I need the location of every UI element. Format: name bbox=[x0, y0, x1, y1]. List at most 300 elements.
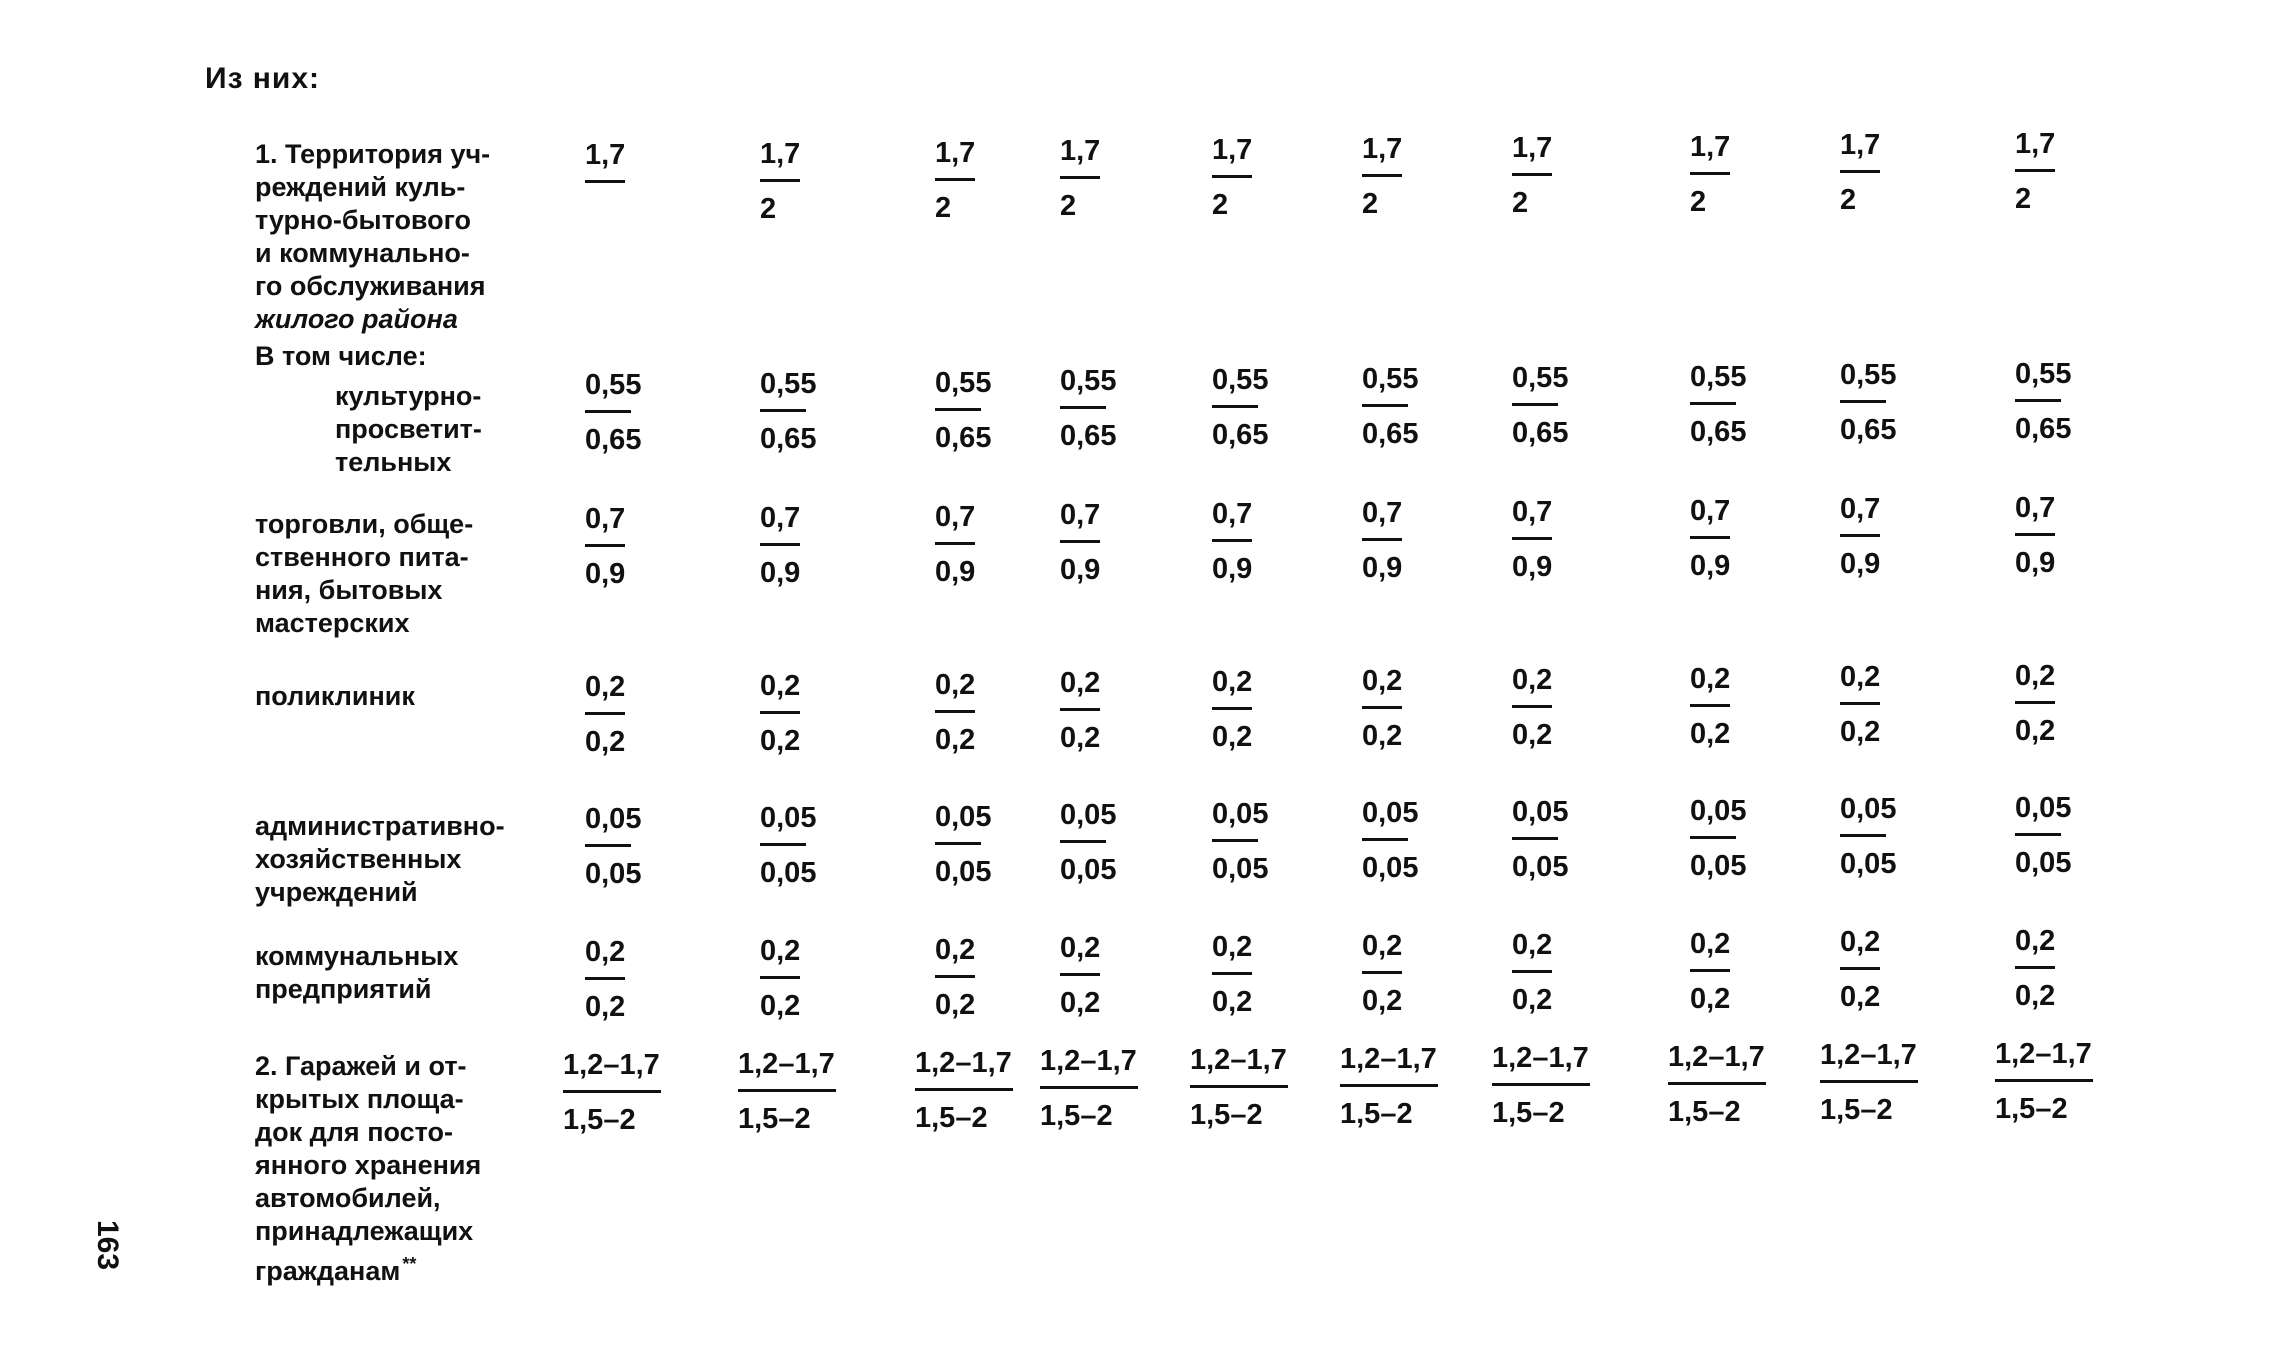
fraction-numerator: 1,2–1,7 bbox=[1040, 1045, 1137, 1077]
fraction-denominator: 0,65 bbox=[1690, 416, 1747, 448]
fraction-bar bbox=[1820, 1080, 1918, 1083]
fraction-bar bbox=[935, 710, 975, 713]
row-label-line: просветит- bbox=[335, 414, 482, 444]
value-fraction bbox=[760, 669, 890, 758]
fraction-numerator: 1,7 bbox=[2015, 128, 2056, 160]
fraction-bar bbox=[1690, 402, 1736, 405]
fraction-bar bbox=[1512, 970, 1552, 973]
fraction-bar bbox=[585, 977, 625, 980]
fraction-bar bbox=[1840, 702, 1880, 705]
value-fraction bbox=[1212, 665, 1342, 754]
row-label-line: янного хранения bbox=[255, 1150, 482, 1180]
fraction-numerator: 1,7 bbox=[1212, 134, 1253, 166]
value-fraction bbox=[1362, 929, 1492, 1018]
value-fraction bbox=[915, 1046, 1045, 1135]
row-label-line: учреждений bbox=[255, 877, 418, 907]
value-fraction bbox=[935, 800, 1065, 889]
fraction-bar bbox=[1995, 1079, 2093, 1082]
fraction-denominator bbox=[585, 193, 715, 227]
value-fraction bbox=[1060, 931, 1190, 1020]
fraction-numerator: 1,2–1,7 bbox=[1668, 1041, 1765, 1073]
fraction-bar bbox=[935, 842, 981, 845]
value-fraction bbox=[2015, 491, 2145, 580]
value-fraction bbox=[2015, 924, 2145, 1013]
fraction-numerator: 0,2 bbox=[760, 670, 801, 702]
value-fraction bbox=[1840, 925, 1970, 1014]
fraction-numerator: 1,7 bbox=[585, 139, 626, 171]
fraction-denominator: 0,9 bbox=[585, 558, 626, 590]
fraction-numerator: 0,05 bbox=[1362, 797, 1419, 829]
fraction-numerator: 0,55 bbox=[1840, 359, 1897, 391]
fraction-denominator: 0,2 bbox=[1060, 987, 1101, 1019]
fraction-bar bbox=[1512, 537, 1552, 540]
value-fraction bbox=[738, 1047, 868, 1136]
fraction-numerator: 0,2 bbox=[1362, 930, 1403, 962]
fraction-bar bbox=[585, 180, 625, 183]
fraction-denominator: 0,65 bbox=[935, 422, 992, 454]
fraction-numerator: 0,2 bbox=[1840, 661, 1881, 693]
fraction-numerator: 1,7 bbox=[1840, 129, 1881, 161]
fraction-denominator: 0,05 bbox=[2015, 847, 2072, 879]
fraction-denominator: 2 bbox=[760, 193, 777, 225]
fraction-bar bbox=[1690, 172, 1730, 175]
fraction-numerator: 1,2–1,7 bbox=[915, 1047, 1012, 1079]
row-label-line: ственного пита- bbox=[255, 542, 469, 572]
row-label-line: культурно- bbox=[335, 381, 482, 411]
fraction-numerator: 1,2–1,7 bbox=[738, 1048, 835, 1080]
fraction-bar bbox=[1840, 400, 1886, 403]
value-fraction bbox=[1512, 131, 1642, 220]
row-label bbox=[335, 380, 535, 479]
fraction-bar bbox=[585, 544, 625, 547]
row-label-line: принадлежащих bbox=[255, 1216, 474, 1246]
row-label bbox=[255, 1050, 540, 1288]
value-fraction bbox=[1190, 1043, 1320, 1132]
value-fraction bbox=[1820, 1038, 1950, 1127]
row-label-line: В том числе: bbox=[255, 341, 427, 371]
fraction-denominator: 0,9 bbox=[1362, 552, 1403, 584]
fraction-bar bbox=[1690, 536, 1730, 539]
value-fraction bbox=[1362, 132, 1492, 221]
fraction-bar bbox=[2015, 533, 2055, 536]
fraction-denominator: 1,5–2 bbox=[563, 1104, 636, 1136]
value-fraction bbox=[1690, 360, 1820, 449]
row-label bbox=[255, 940, 540, 1006]
fraction-numerator: 0,2 bbox=[935, 934, 976, 966]
fraction-numerator: 0,05 bbox=[585, 803, 642, 835]
row-label-line: док для посто- bbox=[255, 1117, 454, 1147]
fraction-bar bbox=[585, 712, 625, 715]
value-fraction bbox=[2015, 791, 2145, 880]
fraction-denominator: 0,65 bbox=[1060, 420, 1117, 452]
fraction-denominator: 0,9 bbox=[1512, 551, 1553, 583]
value-fraction bbox=[1690, 662, 1820, 751]
fraction-denominator: 2 bbox=[1840, 184, 1857, 216]
fraction-denominator: 0,9 bbox=[1212, 553, 1253, 585]
fraction-bar bbox=[2015, 701, 2055, 704]
fraction-bar bbox=[1060, 540, 1100, 543]
value-fraction bbox=[1512, 928, 1642, 1017]
fraction-bar bbox=[1060, 840, 1106, 843]
fraction-denominator: 0,2 bbox=[2015, 980, 2056, 1012]
fraction-denominator: 0,05 bbox=[760, 857, 817, 889]
fraction-bar bbox=[1690, 969, 1730, 972]
fraction-denominator: 0,2 bbox=[935, 989, 976, 1021]
fraction-numerator: 0,55 bbox=[1690, 361, 1747, 393]
row-label-line: поликлиник bbox=[255, 681, 415, 711]
fraction-denominator: 1,5–2 bbox=[915, 1102, 988, 1134]
value-fraction bbox=[585, 935, 715, 1024]
value-fraction bbox=[2015, 357, 2145, 446]
fraction-bar bbox=[1212, 839, 1258, 842]
fraction-denominator: 0,9 bbox=[2015, 547, 2056, 579]
fraction-denominator: 1,5–2 bbox=[1820, 1094, 1893, 1126]
fraction-numerator: 0,55 bbox=[1362, 363, 1419, 395]
fraction-numerator: 0,2 bbox=[1362, 665, 1403, 697]
fraction-denominator: 0,2 bbox=[1212, 721, 1253, 753]
fraction-bar bbox=[738, 1089, 836, 1092]
value-fraction bbox=[1840, 128, 1970, 217]
fraction-denominator: 0,05 bbox=[585, 858, 642, 890]
fraction-bar bbox=[585, 410, 631, 413]
row-label-line: го обслуживания bbox=[255, 271, 486, 301]
value-fraction bbox=[1668, 1040, 1798, 1129]
value-fraction bbox=[1995, 1037, 2125, 1126]
value-fraction bbox=[1840, 358, 1970, 447]
fraction-denominator: 1,5–2 bbox=[1040, 1100, 1113, 1132]
value-fraction bbox=[1212, 133, 1342, 222]
fraction-numerator: 0,2 bbox=[1690, 663, 1731, 695]
fraction-denominator: 1,5–2 bbox=[1340, 1098, 1413, 1130]
value-fraction bbox=[1212, 363, 1342, 452]
fraction-denominator: 0,2 bbox=[1840, 981, 1881, 1013]
fraction-denominator: 0,2 bbox=[1840, 716, 1881, 748]
fraction-bar bbox=[1212, 972, 1252, 975]
row-label-line: хозяйственных bbox=[255, 844, 462, 874]
value-fraction bbox=[760, 137, 890, 226]
fraction-numerator: 0,2 bbox=[585, 936, 626, 968]
fraction-numerator: 1,7 bbox=[1690, 131, 1731, 163]
fraction-bar bbox=[1060, 973, 1100, 976]
fraction-denominator: 0,05 bbox=[1840, 848, 1897, 880]
fraction-denominator: 0,2 bbox=[1512, 984, 1553, 1016]
value-fraction bbox=[760, 501, 890, 590]
fraction-denominator: 0,65 bbox=[1362, 418, 1419, 450]
fraction-denominator: 0,05 bbox=[1362, 852, 1419, 884]
fraction-bar bbox=[1190, 1085, 1288, 1088]
value-fraction bbox=[1690, 130, 1820, 219]
row-label-line: 1. Территория уч- bbox=[255, 139, 491, 169]
fraction-numerator: 1,2–1,7 bbox=[1190, 1044, 1287, 1076]
value-fraction bbox=[1512, 795, 1642, 884]
fraction-numerator: 0,7 bbox=[1060, 499, 1101, 531]
heading: Из них: bbox=[205, 62, 321, 95]
fraction-bar bbox=[2015, 399, 2061, 402]
value-fraction bbox=[760, 801, 890, 890]
fraction-numerator: 0,55 bbox=[1512, 362, 1569, 394]
row-label-line: крытых площа- bbox=[255, 1084, 464, 1114]
value-fraction bbox=[585, 138, 715, 227]
fraction-numerator: 0,7 bbox=[1512, 496, 1553, 528]
fraction-denominator: 0,65 bbox=[1840, 414, 1897, 446]
fraction-denominator: 0,2 bbox=[585, 991, 626, 1023]
value-fraction bbox=[585, 670, 715, 759]
fraction-numerator: 0,05 bbox=[1690, 795, 1747, 827]
value-fraction bbox=[1340, 1042, 1470, 1131]
fraction-bar bbox=[1512, 173, 1552, 176]
fraction-bar bbox=[1060, 176, 1100, 179]
fraction-denominator: 0,65 bbox=[585, 424, 642, 456]
fraction-bar bbox=[760, 409, 806, 412]
fraction-bar bbox=[915, 1088, 1013, 1091]
fraction-numerator: 0,05 bbox=[1212, 798, 1269, 830]
row-label-line: 2. Гаражей и от- bbox=[255, 1051, 467, 1081]
fraction-denominator: 0,65 bbox=[1512, 417, 1569, 449]
fraction-denominator: 0,2 bbox=[1060, 722, 1101, 754]
fraction-bar bbox=[1840, 170, 1880, 173]
fraction-bar bbox=[2015, 169, 2055, 172]
fraction-bar bbox=[1512, 705, 1552, 708]
fraction-bar bbox=[1212, 539, 1252, 542]
fraction-denominator: 0,2 bbox=[1212, 986, 1253, 1018]
row-label-line: жилого района bbox=[255, 304, 458, 334]
fraction-numerator: 1,2–1,7 bbox=[1492, 1042, 1589, 1074]
fraction-numerator: 1,2–1,7 bbox=[1340, 1043, 1437, 1075]
fraction-numerator: 0,55 bbox=[1060, 365, 1117, 397]
fraction-numerator: 0,2 bbox=[1060, 932, 1101, 964]
fraction-bar bbox=[935, 408, 981, 411]
fraction-bar bbox=[1840, 834, 1886, 837]
fraction-numerator: 0,7 bbox=[935, 501, 976, 533]
fraction-denominator: 0,05 bbox=[1060, 854, 1117, 886]
row-label bbox=[255, 508, 540, 640]
row-label bbox=[255, 340, 540, 373]
fraction-numerator: 1,2–1,7 bbox=[1820, 1039, 1917, 1071]
fraction-numerator: 0,2 bbox=[1212, 666, 1253, 698]
fraction-numerator: 0,55 bbox=[760, 368, 817, 400]
fraction-numerator: 1,2–1,7 bbox=[1995, 1038, 2092, 1070]
fraction-numerator: 1,7 bbox=[1512, 132, 1553, 164]
row-label-line: предприятий bbox=[255, 974, 432, 1004]
fraction-numerator: 0,55 bbox=[935, 367, 992, 399]
fraction-denominator: 0,2 bbox=[1362, 985, 1403, 1017]
fraction-bar bbox=[1340, 1084, 1438, 1087]
fraction-bar bbox=[935, 542, 975, 545]
row-label-line: коммунальных bbox=[255, 941, 459, 971]
fraction-denominator: 2 bbox=[935, 192, 952, 224]
fraction-denominator: 0,9 bbox=[935, 556, 976, 588]
fraction-bar bbox=[760, 711, 800, 714]
value-fraction bbox=[2015, 127, 2145, 216]
fraction-denominator: 0,05 bbox=[935, 856, 992, 888]
value-fraction bbox=[1060, 666, 1190, 755]
fraction-bar bbox=[1362, 174, 1402, 177]
fraction-numerator: 0,05 bbox=[1840, 793, 1897, 825]
fraction-denominator: 2 bbox=[2015, 183, 2032, 215]
value-fraction bbox=[1362, 496, 1492, 585]
fraction-denominator: 0,05 bbox=[1212, 853, 1269, 885]
row-label-line: гражданам ** bbox=[255, 1254, 417, 1286]
fraction-denominator: 0,2 bbox=[1690, 983, 1731, 1015]
fraction-numerator: 0,55 bbox=[2015, 358, 2072, 390]
value-fraction bbox=[585, 502, 715, 591]
fraction-bar bbox=[1362, 838, 1408, 841]
fraction-denominator: 2 bbox=[1060, 190, 1077, 222]
value-fraction bbox=[585, 802, 715, 891]
value-fraction bbox=[1690, 794, 1820, 883]
fraction-bar bbox=[760, 179, 800, 182]
value-fraction bbox=[935, 668, 1065, 757]
row-label bbox=[255, 810, 540, 909]
value-fraction bbox=[1060, 498, 1190, 587]
value-fraction bbox=[1060, 798, 1190, 887]
row-label-line: торговли, обще- bbox=[255, 509, 474, 539]
value-fraction bbox=[1840, 492, 1970, 581]
fraction-bar bbox=[585, 844, 631, 847]
fraction-numerator: 0,7 bbox=[1690, 495, 1731, 527]
page-number: 163 bbox=[91, 1219, 125, 1271]
value-fraction bbox=[1690, 927, 1820, 1016]
fraction-bar bbox=[760, 976, 800, 979]
fraction-bar bbox=[1492, 1083, 1590, 1086]
fraction-bar bbox=[1212, 175, 1252, 178]
fraction-denominator: 2 bbox=[1212, 189, 1229, 221]
fraction-numerator: 0,2 bbox=[1512, 929, 1553, 961]
fraction-denominator: 1,5–2 bbox=[1190, 1099, 1263, 1131]
fraction-numerator: 0,2 bbox=[1840, 926, 1881, 958]
fraction-numerator: 0,05 bbox=[2015, 792, 2072, 824]
fraction-denominator: 0,65 bbox=[1212, 419, 1269, 451]
fraction-numerator: 0,2 bbox=[1212, 931, 1253, 963]
fraction-numerator: 0,7 bbox=[760, 502, 801, 534]
fraction-bar bbox=[1840, 967, 1880, 970]
fraction-denominator: 0,2 bbox=[2015, 715, 2056, 747]
fraction-numerator: 0,2 bbox=[1512, 664, 1553, 696]
row-label bbox=[255, 680, 540, 713]
fraction-numerator: 0,05 bbox=[1512, 796, 1569, 828]
fraction-bar bbox=[1840, 534, 1880, 537]
fraction-denominator: 1,5–2 bbox=[1995, 1093, 2068, 1125]
fraction-numerator: 1,7 bbox=[1060, 135, 1101, 167]
fraction-denominator: 0,9 bbox=[1690, 550, 1731, 582]
fraction-bar bbox=[1362, 404, 1408, 407]
fraction-bar bbox=[1690, 704, 1730, 707]
value-fraction bbox=[585, 368, 715, 457]
fraction-numerator: 0,05 bbox=[935, 801, 992, 833]
fraction-numerator: 0,7 bbox=[1840, 493, 1881, 525]
row-label bbox=[255, 138, 540, 336]
fraction-numerator: 0,7 bbox=[585, 503, 626, 535]
fraction-denominator: 0,65 bbox=[760, 423, 817, 455]
fraction-bar bbox=[1040, 1086, 1138, 1089]
value-fraction bbox=[1060, 364, 1190, 453]
fraction-denominator: 2 bbox=[1362, 188, 1379, 220]
row-label-line: реждений куль- bbox=[255, 172, 466, 202]
fraction-bar bbox=[760, 843, 806, 846]
fraction-denominator: 0,2 bbox=[1690, 718, 1731, 750]
row-label-line: ния, бытовых bbox=[255, 575, 443, 605]
fraction-bar bbox=[1668, 1082, 1766, 1085]
footnote-mark: ** bbox=[402, 1254, 417, 1274]
fraction-bar bbox=[1212, 707, 1252, 710]
fraction-denominator: 2 bbox=[1512, 187, 1529, 219]
fraction-denominator: 0,2 bbox=[585, 726, 626, 758]
fraction-bar bbox=[1060, 708, 1100, 711]
fraction-bar bbox=[1512, 403, 1558, 406]
fraction-bar bbox=[2015, 966, 2055, 969]
fraction-numerator: 0,05 bbox=[760, 802, 817, 834]
value-fraction bbox=[935, 136, 1065, 225]
fraction-bar bbox=[1212, 405, 1258, 408]
fraction-denominator: 0,9 bbox=[1840, 548, 1881, 580]
fraction-denominator: 0,05 bbox=[1512, 851, 1569, 883]
fraction-numerator: 0,7 bbox=[2015, 492, 2056, 524]
row-label-line: автомобилей, bbox=[255, 1183, 441, 1213]
fraction-numerator: 0,05 bbox=[1060, 799, 1117, 831]
fraction-denominator: 1,5–2 bbox=[738, 1103, 811, 1135]
fraction-denominator: 0,2 bbox=[1512, 719, 1553, 751]
fraction-numerator: 0,2 bbox=[1690, 928, 1731, 960]
value-fraction bbox=[1512, 663, 1642, 752]
fraction-numerator: 0,55 bbox=[1212, 364, 1269, 396]
fraction-bar bbox=[1512, 837, 1558, 840]
value-fraction bbox=[2015, 659, 2145, 748]
fraction-denominator: 0,9 bbox=[760, 557, 801, 589]
value-fraction bbox=[760, 934, 890, 1023]
value-fraction bbox=[1492, 1041, 1622, 1130]
value-fraction bbox=[1512, 495, 1642, 584]
row-label-line: административно- bbox=[255, 811, 505, 841]
fraction-bar bbox=[935, 975, 975, 978]
fraction-numerator: 0,55 bbox=[585, 369, 642, 401]
fraction-numerator: 1,7 bbox=[760, 138, 801, 170]
fraction-bar bbox=[1362, 971, 1402, 974]
fraction-denominator: 2 bbox=[1690, 186, 1707, 218]
fraction-bar bbox=[1690, 836, 1736, 839]
fraction-bar bbox=[1362, 538, 1402, 541]
fraction-numerator: 0,7 bbox=[1212, 498, 1253, 530]
value-fraction bbox=[1212, 497, 1342, 586]
row-label-line: мастерских bbox=[255, 608, 410, 638]
value-fraction bbox=[760, 367, 890, 456]
fraction-numerator: 0,2 bbox=[2015, 660, 2056, 692]
value-fraction bbox=[1060, 134, 1190, 223]
fraction-numerator: 1,2–1,7 bbox=[563, 1049, 660, 1081]
fraction-numerator: 1,7 bbox=[935, 137, 976, 169]
fraction-bar bbox=[1362, 706, 1402, 709]
fraction-bar bbox=[935, 178, 975, 181]
fraction-bar bbox=[563, 1090, 661, 1093]
value-fraction bbox=[1040, 1044, 1170, 1133]
value-fraction bbox=[935, 500, 1065, 589]
value-fraction bbox=[1212, 930, 1342, 1019]
fraction-denominator: 0,2 bbox=[935, 724, 976, 756]
value-fraction bbox=[1362, 664, 1492, 753]
value-fraction bbox=[935, 933, 1065, 1022]
value-fraction bbox=[1362, 796, 1492, 885]
fraction-denominator: 1,5–2 bbox=[1492, 1097, 1565, 1129]
fraction-denominator: 0,2 bbox=[760, 725, 801, 757]
fraction-denominator: 0,2 bbox=[760, 990, 801, 1022]
value-fraction bbox=[1840, 792, 1970, 881]
fraction-denominator: 0,05 bbox=[1690, 850, 1747, 882]
fraction-numerator: 0,2 bbox=[935, 669, 976, 701]
fraction-bar bbox=[2015, 833, 2061, 836]
fraction-denominator: 0,9 bbox=[1060, 554, 1101, 586]
value-fraction bbox=[935, 366, 1065, 455]
row-label-line: турно-бытового bbox=[255, 205, 472, 235]
row-label-line: тельных bbox=[335, 447, 452, 477]
